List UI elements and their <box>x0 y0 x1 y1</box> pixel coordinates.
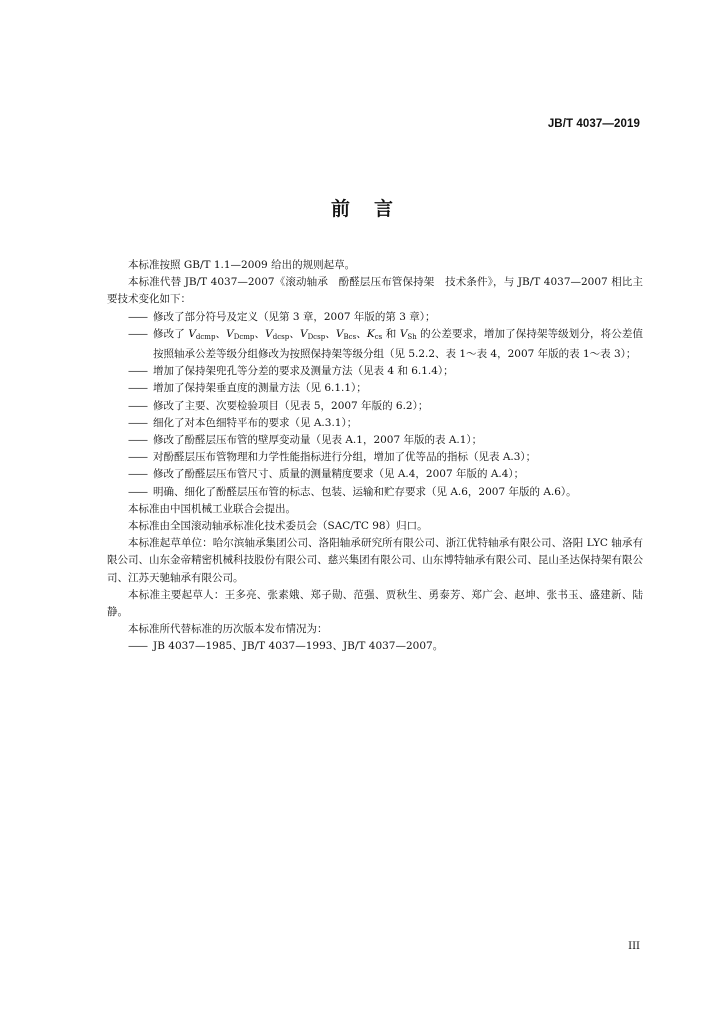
dash-marker: —— <box>128 451 147 464</box>
dash-marker: —— <box>128 382 147 395</box>
symbol-letter: V <box>299 327 308 340</box>
change-item <box>128 449 643 466</box>
replacement-paragraph: 本标准代替 JB/T 4037—2007《滚动轴承 酚醛层压布管保持架 技术条件》，与 JB/T 4037—2007 相比主要技术变化如下： <box>107 276 643 306</box>
tolerance-symbol <box>300 328 336 340</box>
change-item <box>128 466 643 483</box>
drafting-rules-paragraph: 本标准按照 GB/T 1.1—2009 给出的规则起草。 <box>128 259 356 271</box>
symbol-letter: V <box>226 327 234 340</box>
change-text: 增加了保持架垂直度的测量方法（见 6.1.1）； <box>153 382 367 395</box>
drafting-units-paragraph: 本标准起草单位：哈尔滨轴承集团公司、洛阳轴承研究所有限公司、浙江优特轴承有限公司、洛阳 LYC 轴承有限公司、山东金帝精密机械科技股份有限公司、慈兴集团有限公司、山东博特轴承有限公司、昆山圣达保持架有限公司、江苏天驰轴承有限公司。 <box>107 537 643 584</box>
dash-marker: —— <box>128 416 147 429</box>
symbol-separator: 和 <box>382 327 400 340</box>
symbol-subscript: dcmp <box>195 332 216 341</box>
page-number: III <box>628 941 640 952</box>
change-item <box>128 484 643 501</box>
proposer-paragraph: 本标准由中国机械工业联合会提出。 <box>128 502 296 515</box>
dash-marker: —— <box>128 434 147 447</box>
drafters-paragraph: 本标准主要起草人：王多亮、张素娥、郑子勋、范强、贾秋生、勇泰芳、郑广会、赵坤、张书玉、盛建新、陆静。 <box>107 588 643 619</box>
dash-marker: —— <box>128 365 147 378</box>
change-text: 修改了主要、次要检验项目（见表 5，2007 年版的 6.2）； <box>153 399 429 412</box>
change-text: 修改了酚醛层压布管尺寸、质量的测量精度要求（见 A.4，2007 年版的 A.4）； <box>153 468 525 481</box>
dash-marker: —— <box>128 327 147 340</box>
symbol-letter: K <box>366 327 375 340</box>
tolerance-symbol <box>188 328 226 340</box>
change-prefix: 修改了 <box>153 327 189 340</box>
dash-marker: —— <box>128 310 147 323</box>
change-text-tolerances <box>153 326 643 363</box>
symbol-separator: 、 <box>325 327 336 340</box>
change-item <box>128 415 643 432</box>
change-item <box>128 398 643 415</box>
change-text: 修改了酚醛层压布管的壁厚变动量（见表 A.1，2007 年版的表 A.1）； <box>153 434 483 447</box>
change-item <box>128 326 643 363</box>
tolerance-symbol <box>400 328 417 340</box>
change-text: 细化了对本色细特平布的要求（见 A.3.1）； <box>153 416 358 429</box>
symbol-letter: V <box>188 327 196 340</box>
tolerance-symbol <box>226 328 265 340</box>
change-text: 修改了部分符号及定义（见第 3 章，2007 年版的第 3 章）； <box>153 310 436 323</box>
symbol-subscript: Dcmp <box>233 332 255 341</box>
change-item <box>128 363 643 380</box>
tolerance-symbol <box>336 328 367 340</box>
symbol-subscript: Sh <box>407 332 417 341</box>
committee-paragraph: 本标准由全国滚动轴承标准化技术委员会（SAC/TC 98）归口。 <box>128 520 428 533</box>
change-text: 对酚醛层压布管物理和力学性能指标进行分组，增加了优等品的指标（见表 A.3）； <box>153 451 537 464</box>
document-body <box>107 257 643 656</box>
symbol-subscript: dcsp <box>272 332 290 341</box>
tolerance-symbols <box>188 328 416 340</box>
change-item <box>128 309 643 326</box>
symbol-separator: 、 <box>356 327 367 340</box>
change-item <box>128 432 643 449</box>
change-text: 明确、细化了酚醛层压布管的标志、包装、运输和贮存要求（见 A.6，2007 年版的 A.6）。 <box>153 485 577 498</box>
tolerance-symbol <box>367 328 400 340</box>
symbol-subscript: Bcs <box>343 332 357 341</box>
dash-marker: —— <box>128 640 147 653</box>
history-item <box>128 638 643 655</box>
symbol-subscript: cs <box>374 332 383 341</box>
dash-marker: —— <box>128 468 147 481</box>
change-text: 增加了保持架兜孔等分差的要求及测量方法（见表 4 和 6.1.4）； <box>153 365 454 378</box>
symbol-separator: 、 <box>215 327 227 340</box>
dash-marker: —— <box>128 399 147 412</box>
standard-number: JB/T 4037—2019 <box>547 118 640 130</box>
page-title: 前言 <box>330 198 417 220</box>
symbol-letter: V <box>335 327 344 340</box>
history-intro-paragraph: 本标准所代替标准的历次版本发布情况为： <box>128 623 328 636</box>
symbol-separator: 、 <box>254 327 266 340</box>
history-text: JB 4037—1985、JB/T 4037—1993、JB/T 4037—2007。 <box>153 640 444 653</box>
symbol-letter: V <box>265 327 273 340</box>
symbol-letter: V <box>399 327 408 340</box>
change-item <box>128 380 643 397</box>
dash-marker: —— <box>128 485 147 498</box>
symbol-separator: 、 <box>289 327 300 340</box>
tolerance-symbol <box>265 328 300 340</box>
symbol-subscript: Dcsp <box>307 332 326 341</box>
change-suffix: 的公差要求，增加了保持架等级划分，将公差值按照轴承公差等级分组修改为按照保持架等级分组（见 5.2.2、表 1～表 4，2007 年版的表 1～表 3）； <box>153 327 643 361</box>
